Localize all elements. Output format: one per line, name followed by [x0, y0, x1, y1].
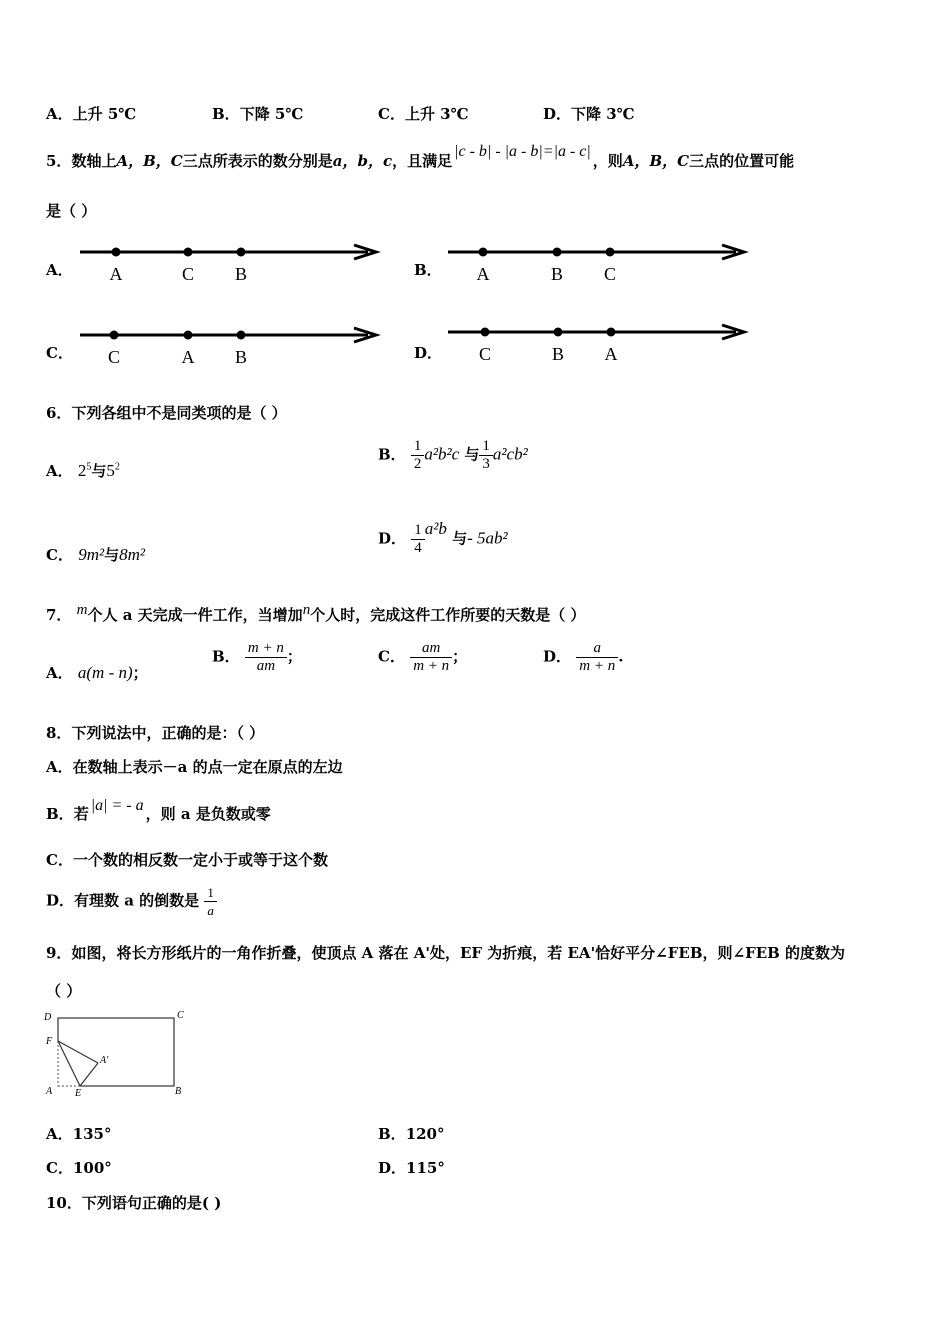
variable: m [76, 602, 88, 618]
option-text: 135° [72, 1125, 112, 1143]
fraction [410, 640, 452, 675]
option-text: 下降 3℃ [571, 105, 635, 123]
connector: 与 [452, 529, 468, 548]
option-label: D． [378, 529, 407, 548]
denominator: 2 [413, 456, 422, 472]
option-text: 上升 3℃ [404, 105, 469, 123]
stem-text: 下列语句正确的是( ) [81, 1194, 222, 1212]
denominator: m + n [413, 658, 450, 674]
point-label: B [551, 344, 565, 364]
point-label: A [476, 264, 490, 284]
connector: 与 [91, 462, 107, 480]
question-number: 10． [46, 1194, 82, 1212]
option-text: 下降 5℃ [239, 105, 304, 123]
exponent: 5 [86, 461, 92, 473]
point-label: A [604, 344, 618, 364]
option-label: D． [46, 891, 75, 910]
option-label: B． [212, 647, 240, 666]
q7-option-d [543, 640, 623, 675]
numerator: 1 [479, 438, 493, 456]
figure-label: E [75, 1088, 82, 1099]
denominator: 4 [414, 540, 422, 556]
fraction [411, 438, 425, 473]
fraction [245, 640, 287, 675]
denominator: a [207, 903, 214, 918]
q7-stem [46, 604, 585, 625]
expression: |a| = - a [90, 797, 144, 814]
q7-option-c [378, 640, 467, 675]
question-number: 5． [46, 152, 72, 170]
point-label: C [181, 264, 195, 284]
suffix: ； [286, 647, 302, 666]
point-label: C [107, 347, 121, 367]
stem-text: 下列各组中不是同类项的是（ ） [71, 404, 287, 422]
q5-option-b-label: B． [414, 261, 442, 279]
point-label: C [478, 344, 492, 364]
q5-option-a-label: A． [46, 261, 73, 279]
variable: n [302, 602, 311, 618]
point-label: B [234, 347, 248, 367]
figure-label: A [46, 1086, 53, 1097]
option-label: B． [378, 1125, 406, 1143]
q9-option-c [46, 1157, 112, 1178]
denominator: m + n [579, 658, 616, 674]
connector: 与 [104, 546, 120, 564]
q5-stem [46, 143, 795, 171]
q6-option-d [378, 518, 508, 557]
point-label: A [181, 347, 195, 367]
q5-number-line-c [76, 323, 386, 369]
q8-option-d [46, 884, 217, 919]
base: 5 [106, 461, 115, 480]
figure-label: C [177, 1010, 184, 1021]
q9-option-a [46, 1123, 111, 1144]
option-text: 若 [73, 805, 89, 823]
option-label: C． [378, 647, 405, 666]
option-text: 一个数的相反数一定小于或等于这个数 [72, 851, 328, 869]
fraction [576, 640, 618, 675]
option-text: 100° [72, 1159, 112, 1177]
option-text: ，则 a 是负数或零 [145, 805, 271, 823]
figure-label: B [175, 1086, 182, 1097]
fraction [204, 884, 217, 919]
question-number: 6． [46, 404, 72, 422]
option-text: 120° [405, 1125, 445, 1143]
fraction [479, 438, 493, 473]
figure-label: D [44, 1012, 52, 1023]
term: 8m² [119, 545, 145, 564]
option-label: A． [46, 664, 73, 682]
q5-number-line-d [444, 320, 754, 366]
stem-text: 个人时，完成这件工作所要的天数是（ ） [310, 606, 586, 624]
option-label: C． [46, 851, 73, 869]
stem-text: 数轴上 [71, 152, 117, 170]
option-label: B． [378, 445, 406, 464]
option-label: A． [46, 462, 73, 480]
term: - 5ab² [467, 528, 508, 548]
term: 9m² [78, 545, 105, 564]
q6-option-c [46, 544, 145, 565]
numerator: am [410, 640, 452, 658]
q9-stem-line2: （ ） [46, 982, 82, 1000]
q4-option-b [212, 103, 303, 124]
figure-label: A' [100, 1055, 109, 1066]
option-label: B． [46, 805, 74, 823]
q8-option-b [46, 797, 271, 824]
q4-option-c [378, 103, 469, 124]
option-text: 115° [406, 1159, 445, 1177]
numerator: 1 [411, 438, 425, 456]
term: a²b²c [424, 444, 460, 464]
suffix: ； [132, 664, 148, 682]
q9-option-d [378, 1157, 445, 1178]
question-number: 8． [46, 724, 72, 742]
q8-stem [46, 722, 264, 743]
option-text: 有理数 a 的倒数是 [74, 891, 200, 910]
expression: a(m - n) [77, 663, 133, 682]
q10-stem [46, 1192, 221, 1213]
q5-option-c-label: C． [46, 344, 73, 362]
stem-points: A，B，C [116, 152, 183, 170]
question-number: 7． [46, 606, 72, 624]
point-label: C [603, 264, 617, 284]
denominator: am [256, 658, 276, 674]
option-label: C． [378, 105, 405, 123]
option-label: D． [543, 647, 572, 666]
q7-option-b [212, 640, 302, 675]
option-text: 在数轴上表示－a 的点一定在原点的左边 [72, 758, 343, 776]
numerator: 1 [204, 884, 217, 902]
q6-option-a [46, 460, 120, 481]
option-text: 上升 5℃ [72, 105, 137, 123]
stem-points: A，B，C [622, 152, 690, 170]
q8-option-c [46, 849, 328, 870]
denominator: 3 [482, 456, 490, 472]
stem-text: 下列说法中，正确的是：（ ） [71, 724, 265, 742]
q5-number-line-a [76, 240, 386, 286]
stem-text: ，且满足 [392, 152, 453, 170]
q9-stem [46, 942, 845, 963]
option-label: A． [46, 105, 73, 123]
fraction [411, 522, 425, 557]
q4-option-a [46, 103, 136, 124]
stem-text: 如图，将长方形纸片的一角作折叠，使顶点 A 落在 A'处，EF 为折痕，若 EA'恰好平分∠FEB，则∠FEB 的度数为 [71, 944, 846, 962]
stem-text: 个人 a 天完成一件工作，当增加 [87, 606, 303, 624]
q5-stem-line2: 是（ ） [46, 202, 97, 220]
q7-option-a [46, 662, 148, 683]
connector: 与 [464, 445, 480, 464]
suffix: . [618, 647, 624, 666]
q8-option-a [46, 756, 343, 777]
suffix: ； [452, 647, 468, 666]
option-label: A． [46, 758, 73, 776]
q6-option-b [378, 438, 528, 473]
point-label: B [550, 264, 564, 284]
condition-formula: |c - b| - |a - b|=|a - c| [454, 143, 591, 160]
term: a²cb² [492, 444, 528, 464]
figure-label: F [46, 1036, 53, 1047]
q5-number-line-b [444, 240, 754, 286]
base: 2 [77, 461, 87, 480]
term: a²b [424, 518, 447, 538]
exponent: 2 [114, 461, 120, 473]
option-label: A． [46, 1125, 73, 1143]
q9-figure [40, 1005, 200, 1100]
stem-text: 三点所表示的数分别是 [182, 152, 333, 170]
point-label: A [109, 264, 123, 284]
question-number: 9． [46, 944, 72, 962]
stem-values: a，b，c [332, 152, 393, 170]
q6-stem [46, 402, 287, 423]
numerator: a [576, 640, 618, 658]
q4-option-d [543, 103, 635, 124]
numerator: 1 [411, 522, 425, 540]
option-label: D． [378, 1159, 407, 1177]
stem-text: ，则 [592, 152, 623, 170]
q5-option-d-label: D． [414, 344, 443, 362]
option-label: C． [46, 546, 73, 564]
option-label: D． [543, 105, 572, 123]
point-label: B [234, 264, 248, 284]
numerator: m + n [245, 640, 287, 658]
q9-option-b [378, 1123, 445, 1144]
option-label: B． [212, 105, 240, 123]
option-label: C． [46, 1159, 73, 1177]
stem-text: 三点的位置可能 [689, 152, 795, 170]
